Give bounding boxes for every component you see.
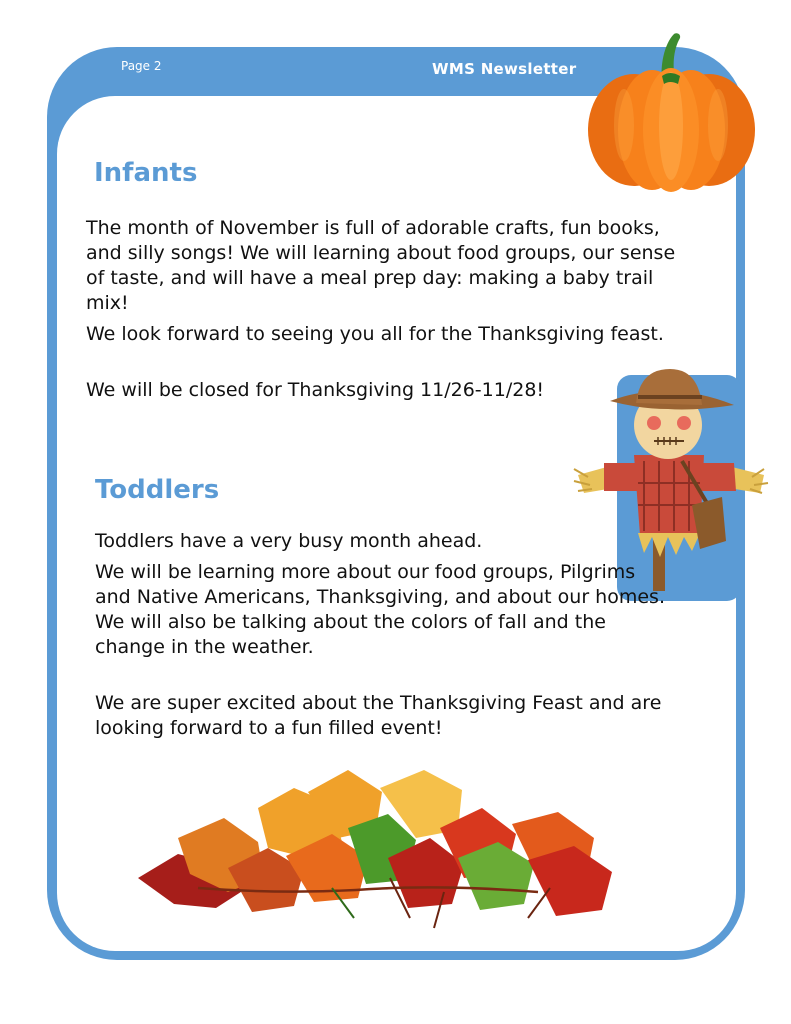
infants-paragraph-1: The month of November is full of adorable crafts, fun books, and silly songs! We will learning about food groups, our sense of taste, and will have a meal prep day: making a baby trail mix! xyxy=(86,217,676,314)
autumn-leaves-illustration xyxy=(118,768,678,943)
toddlers-paragraph-2: We will be learning more about our food groups, Pilgrims and Native Americans, Thanksgiving, and about our homes. We will also be talking about the colors of fall and the change in the weather. xyxy=(95,561,665,658)
newsletter-title: WMS Newsletter xyxy=(432,60,577,78)
toddlers-heading: Toddlers xyxy=(95,475,220,505)
pumpkin-illustration xyxy=(584,30,759,195)
infants-paragraph-3: We will be closed for Thanksgiving 11/26-11/28! xyxy=(86,379,545,401)
infants-paragraph-2: We look forward to seeing you all for the Thanksgiving feast. xyxy=(86,323,664,345)
toddlers-paragraph-3: We are super excited about the Thanksgiving Feast and are looking forward to a fun filled event! xyxy=(95,692,662,739)
page-number: Page 2 xyxy=(121,59,162,73)
infants-heading: Infants xyxy=(94,158,198,188)
toddlers-paragraph-1: Toddlers have a very busy month ahead. xyxy=(95,530,483,552)
